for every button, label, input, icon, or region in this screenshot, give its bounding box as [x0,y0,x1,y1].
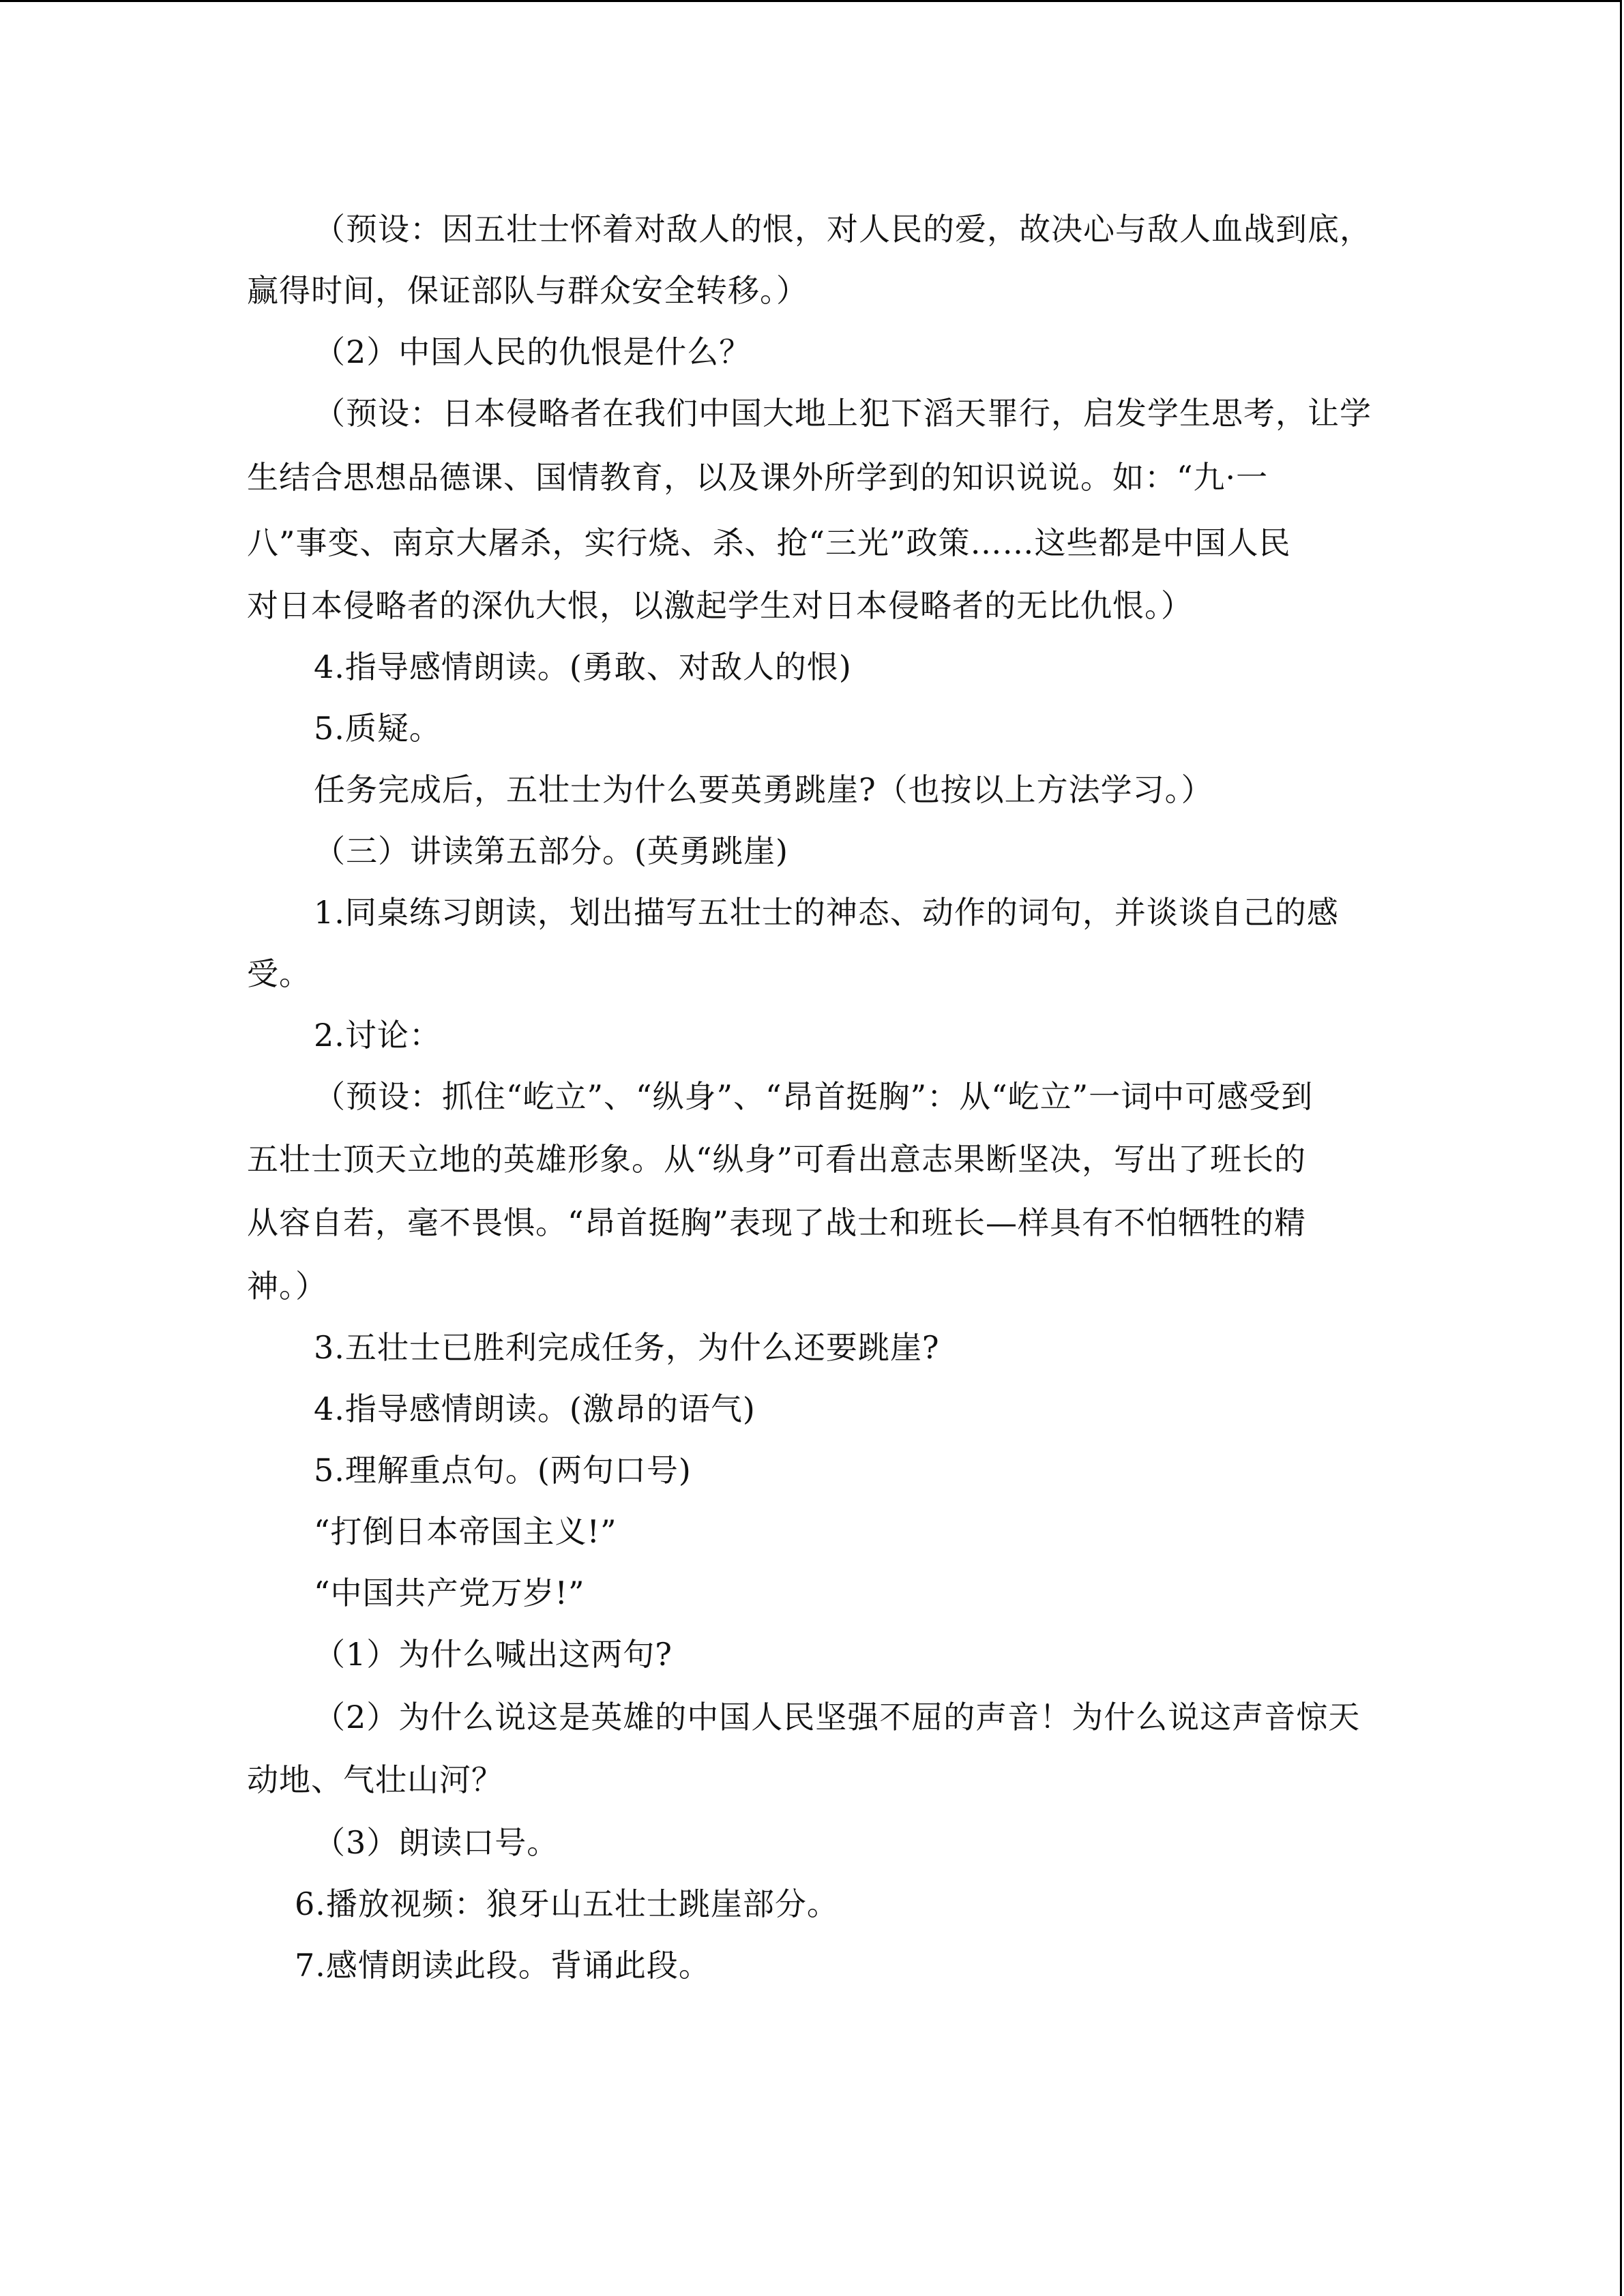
paragraph-line: 任务完成后，五壮士为什么要英勇跳崖?（也按以上方法学习。） [314,771,1213,808]
paragraph-line: 5.理解重点句。(两句口号) [314,1452,692,1489]
paragraph-line: 受。 [247,955,311,992]
paragraph-line: 2.讨论： [314,1017,441,1054]
paragraph-line: 6.播放视频：狼牙山五壮士跳崖部分。 [295,1885,839,1922]
paragraph-line: 赢得时间，保证部队与群众安全转移。） [247,272,808,309]
paragraph-line: （三）讲读第五部分。(英勇跳崖) [314,833,788,869]
paragraph-line: 生结合思想品德课、国情教育，以及课外所学到的知识说说。如：“九·一 [247,459,1269,496]
paragraph-line: 4.指导感情朗读。(激昂的语气) [314,1390,756,1427]
paragraph-line: （预设：日本侵略者在我们中国大地上犯下滔天罪行，启发学生思考，让学 [314,395,1372,432]
paragraph-line: “中国共产党万岁!” [314,1575,585,1611]
paragraph-line: “打倒日本帝国主义!” [314,1513,617,1550]
paragraph-line: 1.同桌练习朗读，划出描写五壮士的神态、动作的词句，并谈谈自己的感 [314,894,1339,931]
paragraph-line: 3.五壮士已胜利完成任务，为什么还要跳崖? [314,1329,940,1366]
paragraph-line: 神。） [247,1268,327,1304]
paragraph-line: （1）为什么喊出这两句? [314,1636,673,1673]
paragraph-line: 5.质疑。 [314,710,441,747]
paragraph-line: 从容自若，毫不畏惧。“昂首挺胸”表现了战士和班长—样具有不怕牺牲的精 [247,1204,1307,1241]
paragraph-line: 八”事变、南京大屠杀，实行烧、杀、抢“三光”政策……这些都是中国人民 [247,524,1291,561]
paragraph-line: 对日本侵略者的深仇大恨，以激起学生对日本侵略者的无比仇恨。） [247,587,1193,624]
paragraph-line: 7.感情朗读此段。背诵此段。 [295,1947,711,1984]
paragraph-line: （2）中国人民的仇恨是什么？ [314,333,752,370]
paragraph-line: （3）朗读口号。 [314,1824,559,1861]
paragraph-line: （预设：抓住“屹立”、“纵身”、“昂首挺胸”：从“屹立”一词中可感受到 [314,1078,1314,1115]
paragraph-line: （预设：因五壮士怀着对敌人的恨，对人民的爱，故决心与敌人血战到底， [314,211,1372,248]
paragraph-line: 五壮士顶天立地的英雄形象。从“纵身”可看出意志果断坚决，写出了班长的 [247,1141,1307,1178]
paragraph-line: （2）为什么说这是英雄的中国人民坚强不屈的声音！为什么说这声音惊天 [314,1699,1361,1735]
paragraph-line: 动地、气壮山河？ [247,1761,503,1798]
paragraph-line: 4.指导感情朗读。(勇敢、对敌人的恨) [314,648,852,685]
